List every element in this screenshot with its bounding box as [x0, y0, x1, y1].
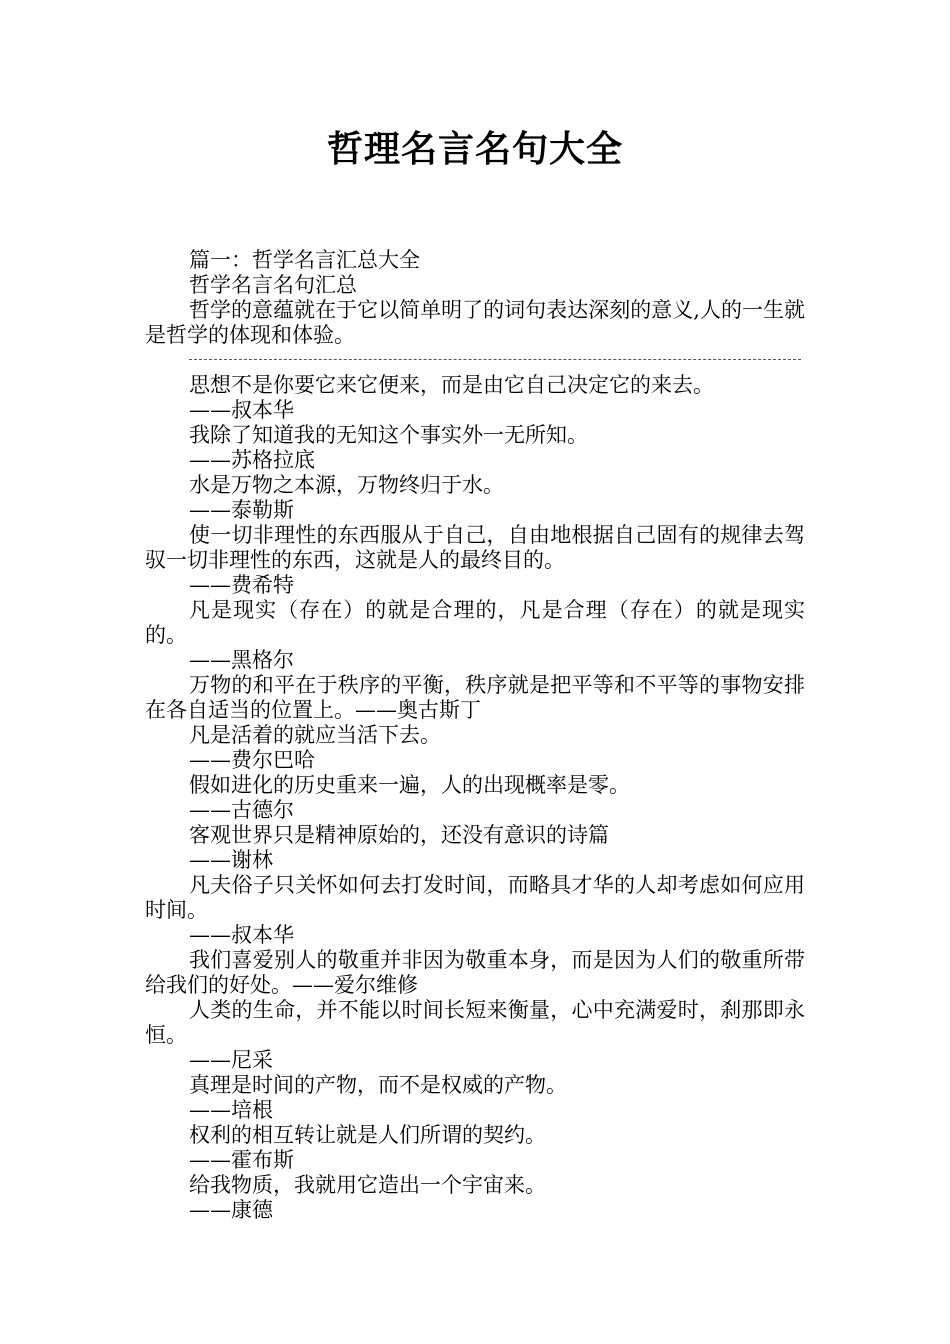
quote-author: ——费尔巴哈	[189, 748, 315, 772]
quote-text: 给我物质，我就用它造出一个宇宙来。	[189, 1173, 546, 1197]
intro-paragraph: 哲学的意蕴就在于它以简单明了的词句表达深刻的意义,人的一生就是哲学的体现和体验。	[145, 298, 805, 347]
quote-text: 客观世界只是精神原始的，还没有意识的诗篇	[189, 823, 609, 847]
quote-text: 真理是时间的产物，而不是权威的产物。	[189, 1073, 567, 1097]
quote-author: ——尼采	[189, 1048, 273, 1072]
section-heading: 篇一：哲学名言汇总大全	[189, 248, 420, 272]
quote-author: ——泰勒斯	[189, 498, 294, 522]
quote-text: 凡是活着的就应当活下去。	[189, 723, 441, 747]
quote-text: 万物的和平在于秩序的平衡，秩序就是把平等和不平等的事物安排在各自适当的位置上。——奥古斯丁	[145, 673, 805, 722]
quote-author: ——黑格尔	[189, 648, 294, 672]
subheading: 哲学名言名句汇总	[189, 273, 357, 297]
quote-author: ——苏格拉底	[189, 448, 315, 472]
quote-text: 权利的相互转让就是人们所谓的契约。	[189, 1123, 546, 1147]
quote-text: 凡夫俗子只关怀如何去打发时间，而略具才华的人却考虑如何应用时间。	[145, 873, 805, 922]
quote-text: 使一切非理性的东西服从于自己，自由地根据自己固有的规律去驾驭一切非理性的东西，这就是人的最终目的。	[145, 523, 805, 572]
quote-text: 凡是现实（存在）的就是合理的，凡是合理（存在）的就是现实的。	[145, 598, 805, 647]
quote-text: 我除了知道我的无知这个事实外一无所知。	[189, 423, 588, 447]
quote-author: ——费希特	[189, 573, 294, 597]
quote-text: 假如进化的历史重来一遍，人的出现概率是零。	[189, 773, 630, 797]
quote-author: ——叔本华	[189, 923, 294, 947]
quote-author: ——霍布斯	[189, 1148, 294, 1172]
quote-text: 思想不是你要它来它便来，而是由它自己决定它的来去。	[189, 373, 714, 397]
dashed-divider	[189, 348, 805, 373]
quote-author: ——谢林	[189, 848, 273, 872]
quote-author: ——古德尔	[189, 798, 294, 822]
quote-author: ——叔本华	[189, 398, 294, 422]
quote-author: ——培根	[189, 1098, 273, 1122]
document-title: 哲理名言名句大全	[326, 129, 623, 170]
quote-text: 人类的生命，并不能以时间长短来衡量，心中充满爱时，刹那即永恒。	[145, 998, 805, 1047]
quote-text: 水是万物之本源，万物终归于水。	[189, 473, 504, 497]
quote-text: 我们喜爱别人的敬重并非因为敬重本身，而是因为人们的敬重所带给我们的好处。——爱尔维修	[145, 948, 805, 997]
quote-author: ——康德	[189, 1198, 273, 1222]
document-body	[145, 248, 805, 1223]
